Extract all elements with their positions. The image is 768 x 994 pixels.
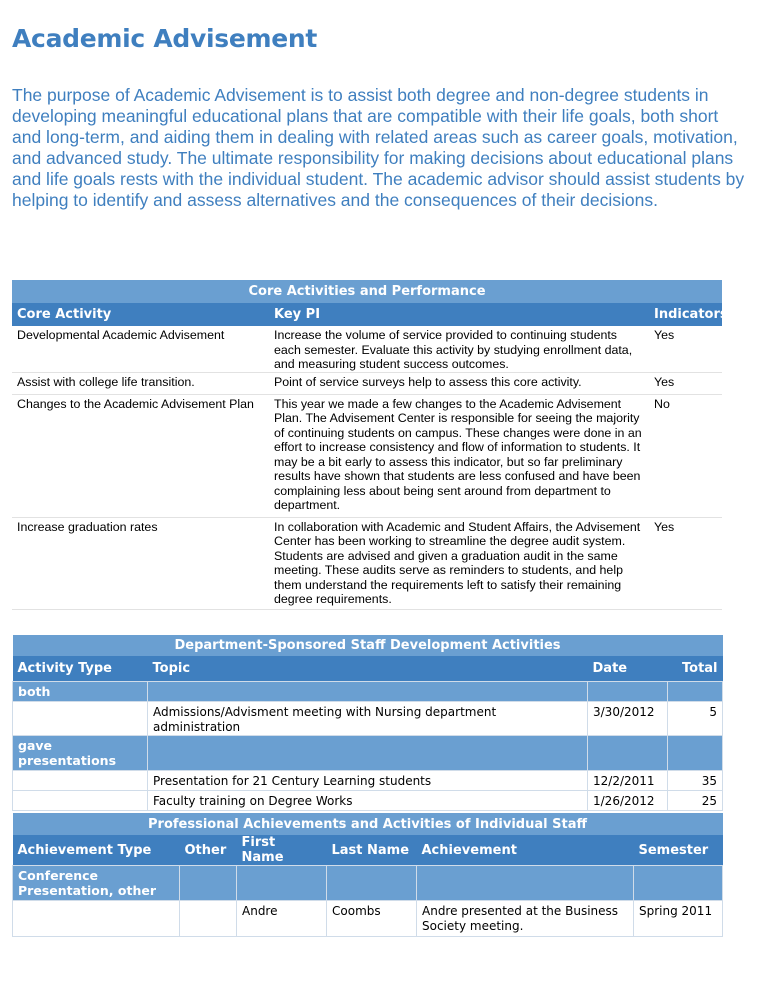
group-row: [13, 681, 723, 701]
date-cell: 12/2/2011: [588, 770, 668, 790]
core-activity-cell: Developmental Academic Advisement: [12, 326, 269, 372]
table-row: [13, 790, 723, 810]
indicator-cell: Yes: [649, 326, 722, 372]
other-cell: [180, 901, 237, 937]
header-first-name: First Name: [237, 835, 327, 866]
header-achievement-type: Achievement Type: [13, 835, 180, 866]
table-row: [12, 326, 722, 372]
key-pi-cell: In collaboration with Academic and Student Affairs, the Advisement Center has been working to streamline the degree audit system. Students are advised and given a graduation audit in the same meeting. These audits serve as reminders to students, and help them understand the requirements left to satisfy their remaining degree requirements.: [269, 517, 649, 609]
topic-cell: Presentation for 21 Century Learning students: [148, 770, 588, 790]
table-row: [12, 394, 722, 517]
topic-cell: Faculty training on Degree Works: [148, 790, 588, 810]
group-label: gave presentations: [13, 735, 148, 770]
core-activities-caption: Core Activities and Performance: [12, 280, 722, 303]
key-pi-cell: Increase the volume of service provided to continuing students each semester. Evaluate this activity by studying enrollment data, and measuring student success outcomes.: [269, 326, 649, 372]
key-pi-cell: Point of service surveys help to assess this core activity.: [269, 372, 649, 394]
header-other: Other: [180, 835, 237, 866]
total-cell: 5: [668, 701, 723, 735]
group-label: both: [13, 681, 148, 701]
page-title: Academic Advisement: [12, 24, 318, 53]
header-date: Date: [588, 656, 668, 681]
header-key-pi: Key PI: [269, 303, 649, 326]
achievements-caption: Professional Achievements and Activities of Individual Staff: [13, 813, 723, 835]
indicator-cell: Yes: [649, 372, 722, 394]
table-row: [13, 901, 723, 937]
staff-development-caption: Department-Sponsored Staff Development Activities: [13, 635, 723, 656]
header-indicators: Indicators: [649, 303, 722, 326]
achievement-cell: Andre presented at the Business Society meeting.: [417, 901, 634, 937]
core-activities-table: [12, 280, 728, 610]
table-row: [13, 701, 723, 735]
header-topic: Topic: [148, 656, 588, 681]
core-activity-cell: Assist with college life transition.: [12, 372, 269, 394]
table-row: [12, 517, 722, 609]
header-total: Total: [668, 656, 723, 681]
topic-cell: Admissions/Advisment meeting with Nursing department administration: [148, 701, 588, 735]
header-last-name: Last Name: [327, 835, 417, 866]
group-label: Conference Presentation, other: [13, 866, 180, 901]
header-core-activity: Core Activity: [12, 303, 269, 326]
core-activity-cell: Changes to the Academic Advisement Plan: [12, 394, 269, 517]
date-cell: 3/30/2012: [588, 701, 668, 735]
last-name-cell: Coombs: [327, 901, 417, 937]
header-activity-type: Activity Type: [13, 656, 148, 681]
key-pi-cell: This year we made a few changes to the Academic Advisement Plan. The Advisement Center is responsible for seeing the majority of continuing students on campus. These changes were done in an effort to increase consistency and flow of information to students. It may be a bit early to assess this indicator, but so far preliminary results have shown that students are less confused and have been complaining less about being sent around from department to department.: [269, 394, 649, 517]
core-activity-cell: Increase graduation rates: [12, 517, 269, 609]
total-cell: 35: [668, 770, 723, 790]
group-row: [13, 735, 723, 770]
total-cell: 25: [668, 790, 723, 810]
header-semester: Semester: [634, 835, 723, 866]
achievements-table: [12, 813, 723, 937]
table-row: [12, 372, 722, 394]
semester-cell: Spring 2011: [634, 901, 723, 937]
intro-paragraph: The purpose of Academic Advisement is to assist both degree and non-degree students in developing meaningful educational plans that are compatible with their life goals, both short and long-term, and aiding them in dealing with related areas such as career goals, motivation, and advanced study. The ultimate responsibility for making decisions about educational plans and life goals rests with the individual student. The academic advisor should assist students by helping to identify and assess alternatives and the consequences of their decisions.: [12, 85, 745, 210]
table-row: [13, 770, 723, 790]
indicator-cell: Yes: [649, 517, 722, 609]
date-cell: 1/26/2012: [588, 790, 668, 810]
header-achievement: Achievement: [417, 835, 634, 866]
first-name-cell: Andre: [237, 901, 327, 937]
indicator-cell: No: [649, 394, 722, 517]
staff-development-table: [12, 635, 723, 811]
group-row: [13, 866, 723, 901]
